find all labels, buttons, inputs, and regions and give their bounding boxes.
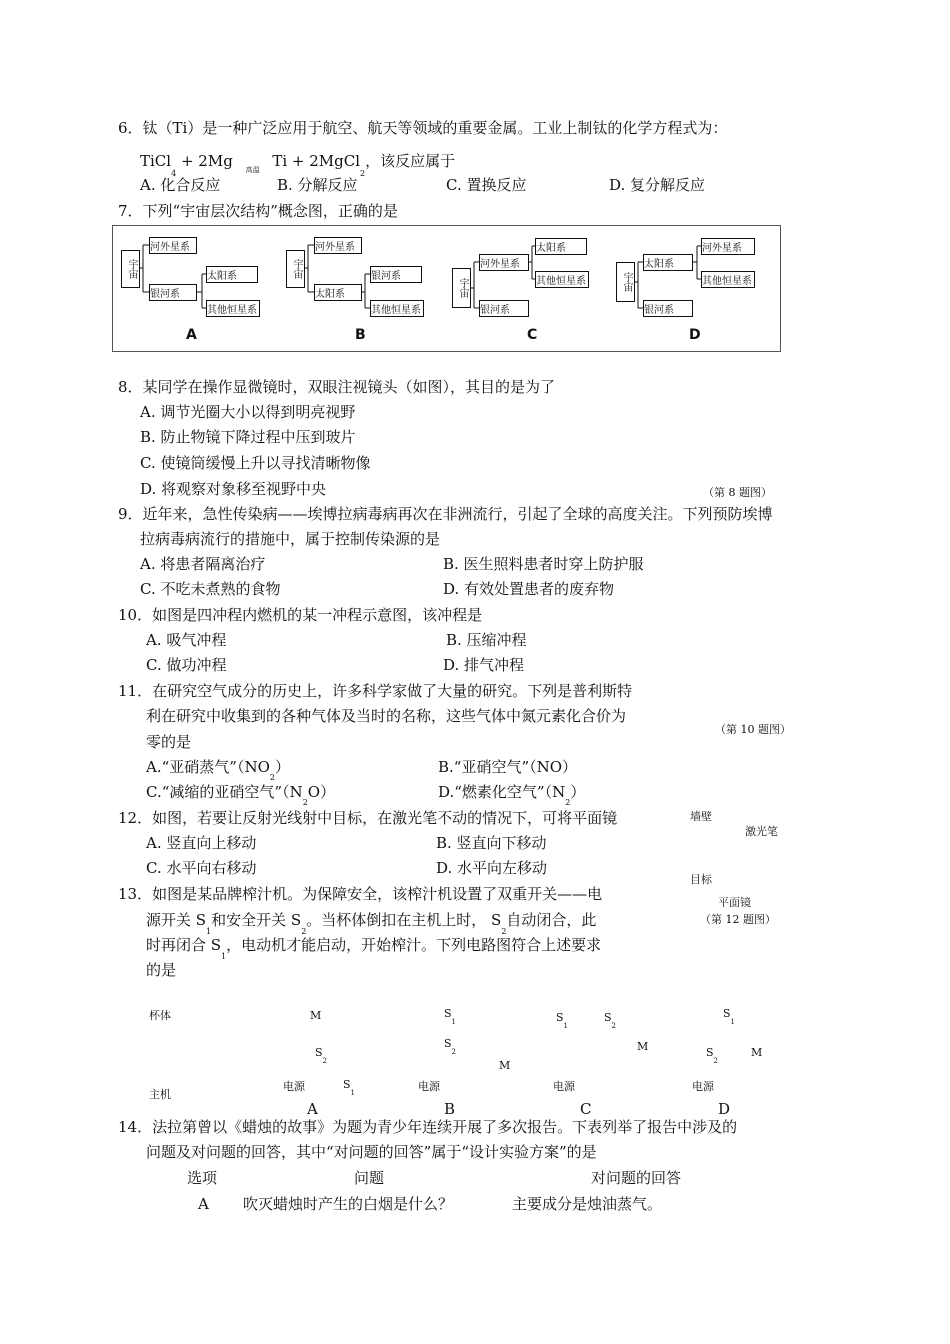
eq-left: TiCl xyxy=(140,152,172,170)
q7-stem: 7．下列“宇宙层次结构”概念图，正确的是 xyxy=(118,202,398,220)
q12-caption: （第 12 题图） xyxy=(700,913,776,926)
q10-option-b: B. 压缩冲程 xyxy=(446,631,527,649)
s-label: S xyxy=(723,1007,731,1020)
q7-b-label: B xyxy=(355,327,366,343)
s-label: S xyxy=(315,1046,323,1059)
q13-stem-line1: 13．如图是某品牌榨汁机。为保障安全，该榨汁机设置了双重开关——电 xyxy=(118,885,603,903)
eq-plus: + 2Mg xyxy=(180,152,233,170)
q10-option-a: A. 吸气冲程 xyxy=(146,631,227,649)
q14-header-question: 问题 xyxy=(354,1169,385,1187)
s-sub: 1 xyxy=(563,1022,569,1030)
s-sub: 1 xyxy=(350,1089,356,1097)
q11-stem-line1: 11．在研究空气成分的历史上，许多科学家做了大量的研究。下列是普利斯特 xyxy=(118,682,633,700)
circuit-b-switch xyxy=(444,1037,457,1056)
q14-header-answer: 对问题的回答 xyxy=(591,1169,682,1187)
q7-b-c1: 银河系 xyxy=(370,266,422,283)
q13-text: 源开关 S xyxy=(146,911,207,929)
circuit-b-motor: M xyxy=(499,1059,511,1072)
q11-option-a-end: ） xyxy=(274,758,290,776)
q7-a-label: A xyxy=(186,327,197,343)
q12-fig-laser: 激光笔 xyxy=(745,825,778,838)
s-label: S xyxy=(706,1046,714,1059)
q13-text: 时再闭合 S xyxy=(146,936,222,954)
q11-option-d-end: ） xyxy=(570,783,586,801)
q7-d-c1: 河外星系 xyxy=(701,238,755,255)
q7-d-b2: 银河系 xyxy=(643,300,693,317)
s-sub: 2 xyxy=(451,1048,457,1056)
q7-d-b1: 太阳系 xyxy=(643,254,693,271)
q13-fig-host: 主机 xyxy=(149,1088,171,1101)
eq-sub: 4 xyxy=(171,169,177,178)
q14-stem-line1: 14．法拉第曾以《蜡烛的故事》为题为青少年连续开展了多次报告。下表列举了报告中涉及的 xyxy=(118,1118,738,1136)
s-sub: 2 xyxy=(322,1057,328,1065)
q9-option-c: C. 不吃未煮熟的食物 xyxy=(140,580,281,598)
q8-caption: （第 8 题图） xyxy=(703,486,772,499)
eq-condition: 高温 xyxy=(245,166,260,174)
q13-text: 。当杯体倒扣在主机上时， S xyxy=(306,911,502,929)
q7-a-c2: 其他恒星系 xyxy=(206,300,260,317)
s-sub: 1 xyxy=(730,1018,736,1026)
q13-stem-line4: 的是 xyxy=(146,961,177,979)
q14-stem-line2: 问题及对问题的回答，其中“对问题的回答”属于“设计实验方案”的是 xyxy=(146,1143,597,1161)
q6-option-b: B. 分解反应 xyxy=(277,176,358,194)
q7-a-root: 宇宙 xyxy=(121,250,140,288)
q14-row-a-question: 吹灭蜡烛时产生的白烟是什么？ xyxy=(243,1195,454,1213)
q13-sub: 1 xyxy=(206,927,212,936)
q7-c-b1: 河外星系 xyxy=(479,254,529,271)
q7-d-c2: 其他恒星系 xyxy=(701,271,755,288)
q11-option-d xyxy=(438,783,586,807)
circuit-d-switch xyxy=(706,1046,719,1065)
q13-stem-line2 xyxy=(146,911,597,936)
q12-option-b: B. 竖直向下移动 xyxy=(436,834,547,852)
q7-d-root: 宇宙 xyxy=(616,262,635,302)
q6-option-c: C. 置换反应 xyxy=(446,176,527,194)
q11-option-c xyxy=(146,783,336,807)
q11-option-a-sub: 2 xyxy=(269,773,275,782)
circuit-c-switch xyxy=(556,1011,569,1030)
q6-stem: 6．钛（Ti）是一种广泛应用于航空、航天等领域的重要金属。工业上制钛的化学方程式为： xyxy=(118,119,728,137)
circuit-c-motor: M xyxy=(637,1040,649,1053)
q7-a-c1: 太阳系 xyxy=(206,266,258,283)
q8-option-a: A. 调节光圈大小以得到明亮视野 xyxy=(140,403,356,421)
q13-sub: 2 xyxy=(501,927,507,936)
q11-option-a xyxy=(146,758,290,782)
q12-stem: 12．如图，若要让反射光线射中目标，在激光笔不动的情况下，可将平面镜 xyxy=(118,809,618,827)
q7-c-c2: 其他恒星系 xyxy=(535,271,589,288)
circuit-c-label: C xyxy=(580,1100,592,1118)
circuit-d-power: 电源 xyxy=(692,1080,714,1093)
s-label: S xyxy=(604,1011,612,1024)
q13-stem-line3 xyxy=(146,936,602,961)
q12-option-c: C. 水平向右移动 xyxy=(146,859,257,877)
q9-option-a: A. 将患者隔离治疗 xyxy=(140,555,266,573)
q9-option-b: B. 医生照料患者时穿上防护服 xyxy=(443,555,644,573)
q7-b-b2: 太阳系 xyxy=(314,284,362,301)
q11-option-b: B.“亚硝空气”（NO） xyxy=(438,758,578,776)
q14-row-a-option: A xyxy=(198,1195,209,1213)
s-sub: 1 xyxy=(451,1018,457,1026)
q12-option-a: A. 竖直向上移动 xyxy=(146,834,257,852)
q7-d-label: D xyxy=(689,327,701,343)
q6-option-a: A. 化合反应 xyxy=(140,176,221,194)
eq-tail: ，该反应属于 xyxy=(365,152,456,170)
s-label: S xyxy=(444,1007,452,1020)
circuit-a-switch xyxy=(343,1078,356,1097)
eq-sub: 2 xyxy=(360,169,366,178)
q8-option-c: C. 使镜筒缓慢上升以寻找清晰物像 xyxy=(140,454,371,472)
q12-fig-target: 目标 xyxy=(690,873,712,886)
q7-c-b2: 银河系 xyxy=(479,300,529,317)
q8-option-d: D. 将观察对象移至视野中央 xyxy=(140,480,327,498)
q13-sub: 1 xyxy=(221,952,227,961)
q11-stem-line2: 利在研究中收集到的各种气体及当时的名称，这些气体中氮元素化合价为 xyxy=(146,707,627,725)
q7-a-b2: 银河系 xyxy=(149,284,197,301)
q8-stem: 8．某同学在操作显微镜时，双眼注视镜头（如图），其目的是为了 xyxy=(118,378,556,396)
circuit-b-switch xyxy=(444,1007,457,1026)
q10-stem: 10．如图是四冲程内燃机的某一冲程示意图，该冲程是 xyxy=(118,606,483,624)
q10-option-c: C. 做功冲程 xyxy=(146,656,227,674)
q9-stem-line2: 拉病毒病流行的措施中，属于控制传染源的是 xyxy=(140,530,441,548)
q7-b-root: 宇宙 xyxy=(286,250,305,288)
q11-option-a-text: A.“亚硝蒸气”（NO xyxy=(146,758,270,776)
q11-stem-line3: 零的是 xyxy=(146,733,192,751)
q8-option-b: B. 防止物镜下降过程中压到玻片 xyxy=(140,428,356,446)
circuit-a-label: A xyxy=(307,1100,318,1118)
q7-connectors xyxy=(0,0,950,360)
q13-text: ，电动机才能启动，开始榨汁。下列电路图符合上述要求 xyxy=(226,936,602,954)
q10-option-d: D. 排气冲程 xyxy=(443,656,525,674)
q14-row-a-answer: 主要成分是烛油蒸气。 xyxy=(512,1195,663,1213)
q12-fig-mirror: 平面镜 xyxy=(718,896,751,909)
circuit-b-label: B xyxy=(444,1100,456,1118)
circuit-c-switch xyxy=(604,1011,617,1030)
q10-caption: （第 10 题图） xyxy=(715,723,791,736)
circuit-a-power: 电源 xyxy=(283,1080,305,1093)
q7-b-b1: 河外星系 xyxy=(314,237,362,254)
q11-option-c-text: C.“减缩的亚硝空气”（N xyxy=(146,783,303,801)
s-label: S xyxy=(444,1037,452,1050)
q7-c-root: 宇宙 xyxy=(452,268,471,308)
circuit-d-switch xyxy=(723,1007,736,1026)
circuit-b-power: 电源 xyxy=(418,1080,440,1093)
q13-text: 和安全开关 S xyxy=(211,911,302,929)
s-sub: 2 xyxy=(713,1057,719,1065)
q13-sub: 2 xyxy=(301,927,307,936)
circuit-a-switch xyxy=(315,1046,328,1065)
q11-option-c-end: O） xyxy=(307,783,336,801)
q12-option-d: D. 水平向左移动 xyxy=(436,859,548,877)
q7-b-c2: 其他恒星系 xyxy=(370,300,424,317)
circuit-c-power: 电源 xyxy=(553,1080,575,1093)
s-sub: 2 xyxy=(611,1022,617,1030)
q11-option-d-sub: 2 xyxy=(565,798,571,807)
q11-option-c-sub: 2 xyxy=(302,798,308,807)
q9-stem-line1: 9．近年来，急性传染病——埃博拉病毒病再次在非洲流行，引起了全球的高度关注。下列预防埃博 xyxy=(118,505,773,523)
s-label: S xyxy=(343,1078,351,1091)
q11-option-d-text: D.“燃素化空气”（N xyxy=(438,783,566,801)
q9-option-d: D. 有效处置患者的废弃物 xyxy=(443,580,615,598)
s-label: S xyxy=(556,1011,564,1024)
circuit-d-label: D xyxy=(718,1100,731,1118)
q6-option-d: D. 复分解反应 xyxy=(609,176,706,194)
q13-fig-cup: 杯体 xyxy=(149,1009,171,1022)
q7-c-label: C xyxy=(527,327,538,343)
circuit-d-motor: M xyxy=(751,1046,763,1059)
circuit-a-motor: M xyxy=(310,1009,322,1022)
q13-text: 自动闭合，此 xyxy=(506,911,597,929)
q7-c-c1: 太阳系 xyxy=(535,238,587,255)
eq-right: Ti + 2MgCl xyxy=(272,152,361,170)
q12-fig-wall: 墙壁 xyxy=(690,810,712,823)
q14-header-option: 选项 xyxy=(187,1169,218,1187)
q7-a-b1: 河外星系 xyxy=(149,237,197,254)
